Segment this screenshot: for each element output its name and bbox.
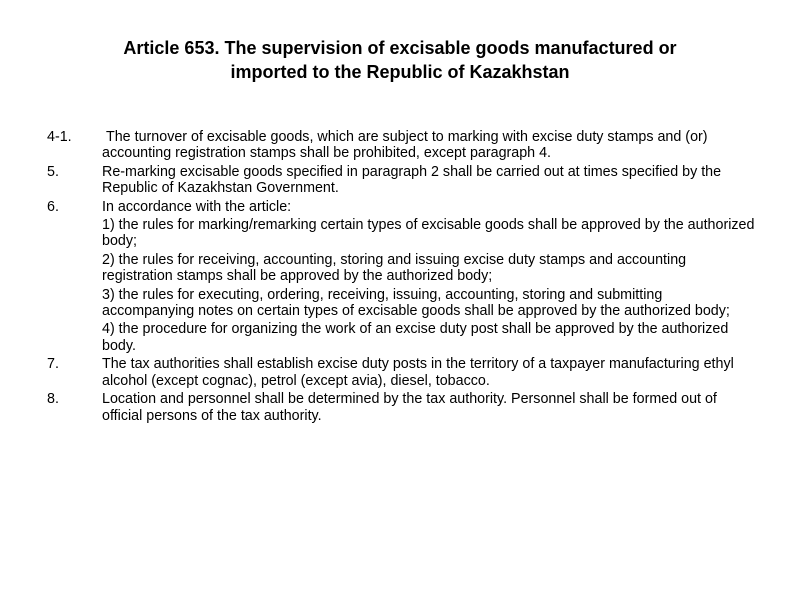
item-text: The turnover of excisable goods, which are subject to marking with excise duty stamps and (or) accounting registration stamps shall be prohibited, except paragraph 4. — [102, 129, 708, 162]
list-item-8 — [47, 391, 757, 424]
sub-item-3: 3) the rules for executing, ordering, receiving, issuing, accounting, storing and submitting accompanying notes on certain types of excisable goods shall be approved by the authorized body; — [102, 286, 730, 320]
page-title-line-1: Article 653. The supervision of excisable goods manufactured or — [123, 38, 677, 58]
list-item-4-1 — [47, 129, 757, 162]
sub-item-2: 2) the rules for receiving, accounting, storing and issuing excise duty stamps and accounting registration stamps shall be approved by the authorized body; — [102, 251, 687, 285]
item-number: 7. — [47, 356, 59, 373]
item-number: 4-1. — [47, 129, 72, 145]
item-text: Re-marking excisable goods specified in paragraph 2 shall be carried out at times specified by the Republic of Kazakhstan Government. — [102, 163, 722, 197]
item-number: 6. — [47, 198, 59, 215]
sub-item-1: 1) the rules for marking/remarking certain types of excisable goods shall be approved by the authorized body; — [102, 217, 755, 250]
item-number: 5. — [47, 163, 59, 180]
sub-item-4: 4) the procedure for organizing the work of an excise duty post shall be approved by the authorized body. — [102, 321, 729, 354]
page-title — [60, 36, 740, 84]
item-text: In accordance with the article: — [102, 198, 292, 215]
page-title-line-2: imported to the Republic of Kazakhstan — [230, 62, 570, 82]
list-item-6 — [47, 199, 757, 215]
article-body — [47, 129, 757, 426]
item-number: 8. — [47, 391, 59, 408]
item-text: The tax authorities shall establish excise duty posts in the territory of a taxpayer manufacturing ethyl alcohol (except cognac), petrol (except avia), diesel, tobacco. — [102, 356, 734, 389]
list-item-5 — [47, 164, 757, 197]
list-item-7 — [47, 356, 757, 389]
item-text: Location and personnel shall be determined by the tax authority. Personnel shall be formed out of official persons of the tax authority. — [102, 391, 717, 424]
